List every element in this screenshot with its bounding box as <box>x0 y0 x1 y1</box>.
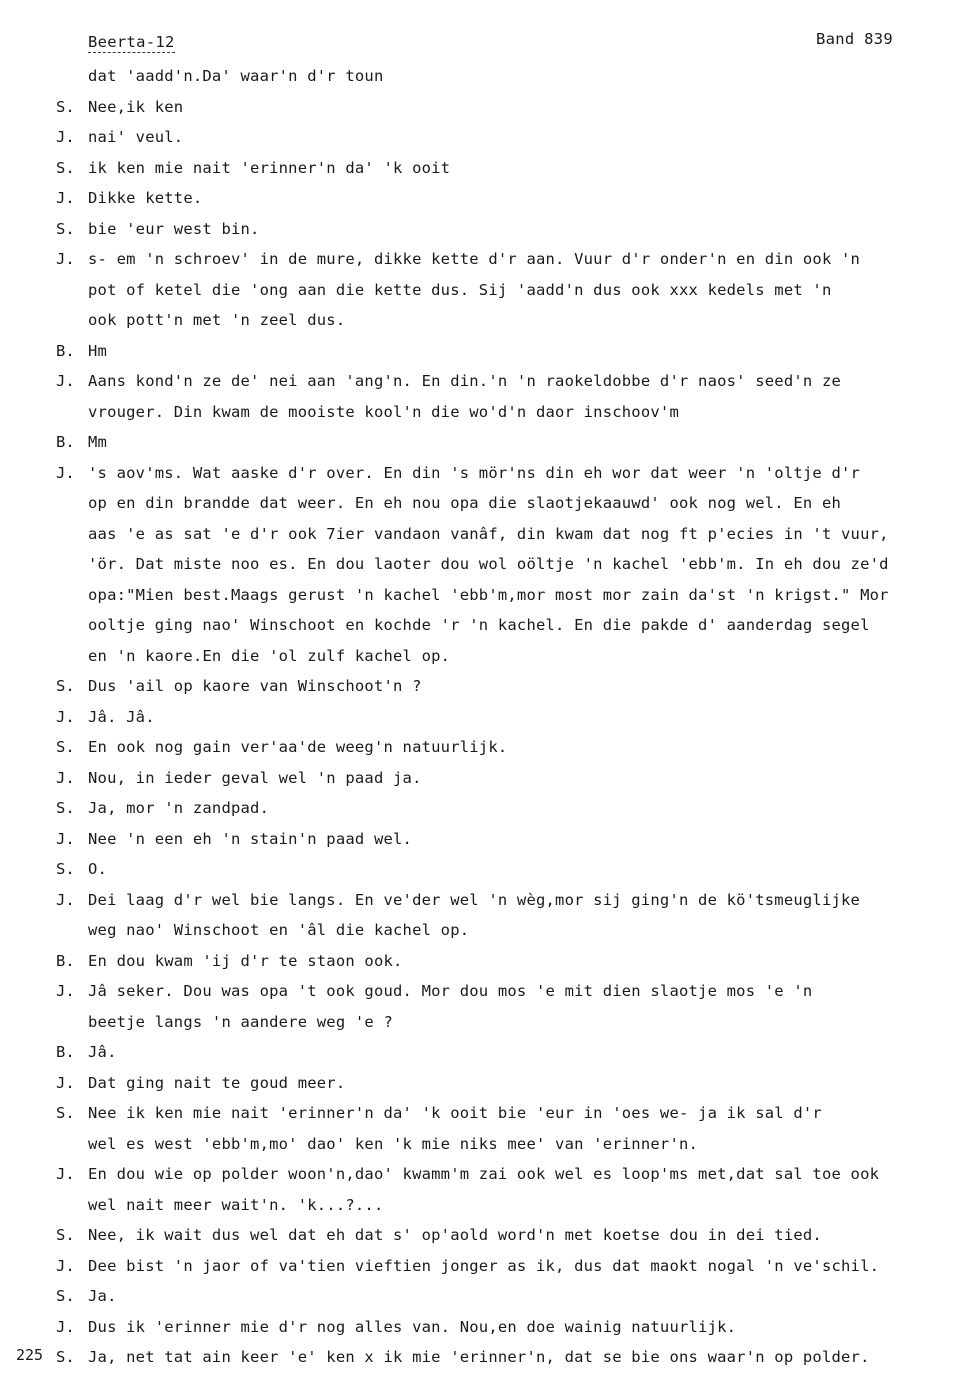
utterance-text: Dus 'ail op kaore van Winschoot'n ? <box>88 677 422 695</box>
transcript-line <box>0 854 979 885</box>
speaker-label: J. <box>56 982 75 1000</box>
utterance-text: aas 'e as sat 'e d'r ook 7ier vandaon vanâf, din kwam dat nog ft p'ecies in 't vuur, <box>88 524 889 543</box>
transcript-line <box>0 153 979 184</box>
utterance-text: ik ken mie nait 'erinner'n da' 'k ooit <box>88 158 451 177</box>
utterance-text: bie 'eur west bin. <box>88 219 260 238</box>
utterance-text: opa:"Mien best.Maags gerust 'n kachel 'ebb'm,mor most mor zain da'st 'n krigst." Mor <box>88 585 889 604</box>
utterance-text: Ja, mor 'n zandpad. <box>88 799 270 817</box>
speaker-label: B. <box>56 951 75 970</box>
speaker-label: J. <box>56 463 75 482</box>
transcript-line <box>0 366 979 397</box>
transcript-line <box>0 336 979 367</box>
transcript-line <box>0 1098 979 1129</box>
speaker-label: S. <box>56 1348 75 1366</box>
utterance-text: Dikke kette. <box>88 189 203 207</box>
speaker-label: J. <box>56 372 75 390</box>
transcript-line <box>0 488 979 519</box>
transcript-line <box>0 763 979 794</box>
speaker-label: J. <box>56 890 75 909</box>
speaker-label: J. <box>56 829 75 848</box>
transcript-line <box>0 1129 979 1160</box>
transcript-line <box>0 1281 979 1312</box>
tape-number: Band 839 <box>816 30 894 48</box>
speaker-label: J. <box>56 1073 75 1092</box>
transcript-line <box>0 610 979 641</box>
speaker-label: S. <box>56 1287 75 1305</box>
utterance-text: op en din brandde dat weer. En eh nou opa die slaotjekaauwd' ook nog wel. En eh <box>88 494 842 512</box>
transcript-line <box>0 1342 979 1373</box>
transcript-line <box>0 1007 979 1038</box>
speaker-label: S. <box>56 738 75 756</box>
utterance-text: En dou kwam 'ij d'r te staon ook. <box>88 951 403 970</box>
utterance-text: O. <box>88 860 108 878</box>
transcript-line <box>0 214 979 245</box>
utterance-text: nai' veul. <box>88 128 184 146</box>
transcript-line <box>0 1037 979 1068</box>
speaker-label: S. <box>56 219 75 238</box>
speaker-label: J. <box>56 1165 75 1183</box>
transcript-line <box>0 702 979 733</box>
transcript-line <box>0 397 979 428</box>
utterance-text: Dei laag d'r wel bie langs. En ve'der wel 'n wèg,mor sij ging'n de kö'tsmeuglijke <box>88 890 861 909</box>
transcript-line <box>0 122 979 153</box>
speaker-label: S. <box>56 158 75 177</box>
utterance-text: vrouger. Din kwam de mooiste kool'n die wo'd'n daor inschoov'm <box>88 402 679 421</box>
utterance-text: ook pott'n met 'n zeel dus. <box>88 311 346 329</box>
speaker-label: S. <box>56 677 75 695</box>
transcript-line <box>0 61 979 92</box>
utterance-text: beetje langs 'n aandere weg 'e ? <box>88 1012 394 1031</box>
speaker-label: S. <box>56 1226 75 1244</box>
transcript-line <box>0 885 979 916</box>
utterance-text: Nee ik ken mie nait 'erinner'n da' 'k ooit bie 'eur in 'oes we- ja ik sal d'r <box>88 1104 822 1122</box>
utterance-text: Ja. <box>88 1287 117 1305</box>
utterance-text: Dat ging nait te goud meer. <box>88 1073 346 1092</box>
utterance-text: dat 'aadd'n.Da' waar'n d'r toun <box>88 67 384 85</box>
utterance-text: s- em 'n schroev' in de mure, dikke kette d'r aan. Vuur d'r onder'n en din ook 'n <box>88 250 861 268</box>
utterance-text: Aans kond'n ze de' nei aan 'ang'n. En din.'n 'n raokeldobbe d'r naos' seed'n ze <box>88 372 842 390</box>
speaker-label: B. <box>56 341 75 360</box>
transcript-line <box>0 519 979 550</box>
speaker-label: J. <box>56 189 75 207</box>
utterance-text: ooltje ging nao' Winschoot en kochde 'r 'n kachel. En die pakde d' aanderdag segel <box>88 616 870 634</box>
speaker-label: S. <box>56 799 75 817</box>
document-id: Beerta-12 <box>88 33 175 51</box>
utterance-text: pot of ketel die 'ong aan die kette dus. Sij 'aadd'n dus ook xxx kedels met 'n <box>88 280 832 299</box>
transcript-line <box>0 976 979 1007</box>
transcript-line <box>0 275 979 306</box>
speaker-label: J. <box>56 1317 75 1336</box>
transcript-line <box>0 1312 979 1343</box>
utterance-text: En ook nog gain ver'aa'de weeg'n natuurlijk. <box>88 738 508 756</box>
transcript-line <box>0 580 979 611</box>
transcript-line <box>0 427 979 458</box>
utterance-text: Hm <box>88 341 108 360</box>
transcript-line <box>0 549 979 580</box>
utterance-text: wel es west 'ebb'm,mo' dao' ken 'k mie niks mee' van 'erinner'n. <box>88 1134 699 1153</box>
speaker-label: B. <box>56 1043 75 1061</box>
transcript-line <box>0 305 979 336</box>
transcript-line <box>0 244 979 275</box>
utterance-text: wel nait meer wait'n. 'k...?... <box>88 1195 384 1214</box>
transcript-line <box>0 946 979 977</box>
speaker-label: B. <box>56 433 75 451</box>
transcript-line <box>0 641 979 672</box>
speaker-label: S. <box>56 1104 75 1122</box>
utterance-text: en 'n kaore.En die 'ol zulf kachel op. <box>88 646 451 665</box>
transcript-line <box>0 458 979 489</box>
speaker-label: J. <box>56 707 75 726</box>
transcript-line <box>0 1068 979 1099</box>
utterance-text: Jâ. <box>88 1043 117 1061</box>
speaker-label: S. <box>56 860 75 878</box>
utterance-text: Dus ik 'erinner mie d'r nog alles van. Nou,en doe wainig natuurlijk. <box>88 1317 737 1336</box>
utterance-text: Nou, in ieder geval wel 'n paad ja. <box>88 768 422 787</box>
transcript-line <box>0 671 979 702</box>
page-number: 225 <box>16 1346 44 1364</box>
utterance-text: Jâ. Jâ. <box>88 707 155 726</box>
utterance-text: 'ör. Dat miste noo es. En dou laoter dou wol oöltje 'n kachel 'ebb'm. In eh dou ze'd <box>88 555 889 573</box>
speaker-label: J. <box>56 1256 75 1275</box>
speaker-label: S. <box>56 97 75 116</box>
transcript-line <box>0 915 979 946</box>
utterance-text: En dou wie op polder woon'n,dao' kwamm'm zai ook wel es loop'ms met,dat sal toe ook <box>88 1165 880 1183</box>
utterance-text: Ja, net tat ain keer 'e' ken x ik mie 'erinner'n, dat se bie ons waar'n op polder. <box>88 1348 870 1366</box>
transcript-line <box>0 1251 979 1282</box>
transcript-line <box>0 732 979 763</box>
utterance-text: 's aov'ms. Wat aaske d'r over. En din 's mör'ns din eh wor dat weer 'n 'oltje d'r <box>88 463 861 482</box>
speaker-label: J. <box>56 250 75 268</box>
transcript-line <box>0 1220 979 1251</box>
utterance-text: weg nao' Winschoot en 'âl die kachel op. <box>88 921 470 939</box>
utterance-text: Jâ seker. Dou was opa 't ook goud. Mor dou mos 'e mit dien slaotje mos 'e 'n <box>88 982 813 1000</box>
transcript-body <box>0 61 979 1373</box>
transcript-line <box>0 793 979 824</box>
transcript-line <box>0 1190 979 1221</box>
transcript-line <box>0 183 979 214</box>
utterance-text: Mm <box>88 433 108 451</box>
utterance-text: Nee,ik ken <box>88 97 184 116</box>
speaker-label: J. <box>56 128 75 146</box>
transcript-line <box>0 1159 979 1190</box>
transcript-line <box>0 92 979 123</box>
utterance-text: Nee 'n een eh 'n stain'n paad wel. <box>88 829 413 848</box>
transcript-line <box>0 824 979 855</box>
utterance-text: Dee bist 'n jaor of va'tien vieftien jonger as ik, dus dat maokt nogal 'n ve'schil. <box>88 1256 880 1275</box>
speaker-label: J. <box>56 768 75 787</box>
utterance-text: Nee, ik wait dus wel dat eh dat s' op'aold word'n met koetse dou in dei tied. <box>88 1226 822 1244</box>
